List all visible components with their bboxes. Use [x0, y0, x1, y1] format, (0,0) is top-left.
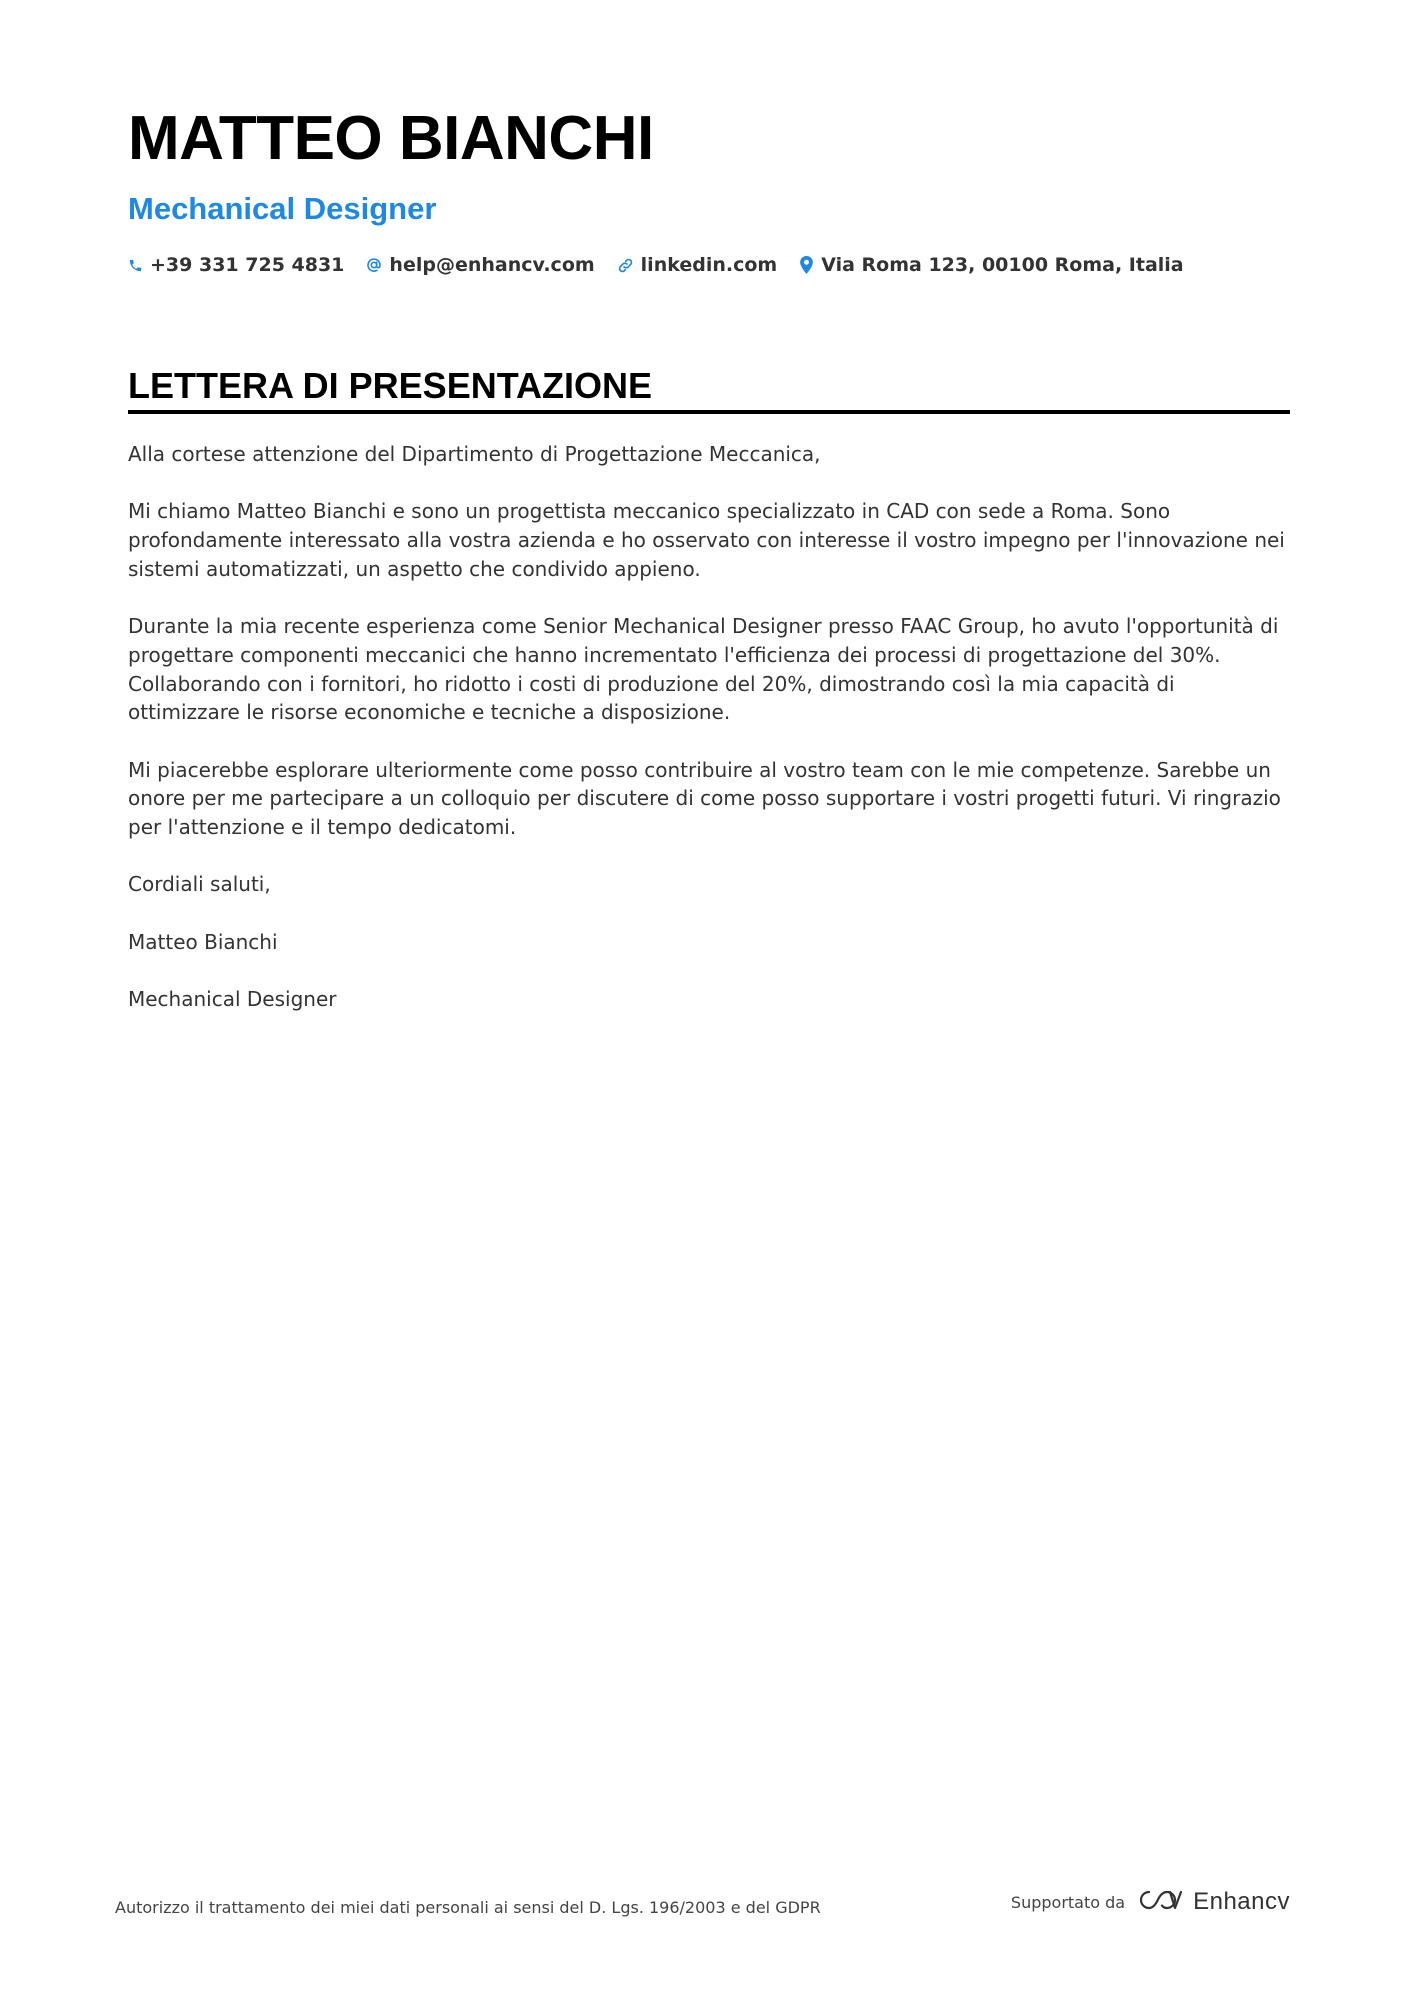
section-divider [128, 410, 1290, 414]
letter-body [128, 440, 1290, 1043]
contact-email-text[interactable]: help@enhancv.com [389, 254, 595, 276]
candidate-name: MATTEO BIANCHI [128, 104, 654, 173]
section-title: LETTERA DI PRESENTAZIONE [128, 365, 653, 406]
infinity-logo-icon [1137, 1888, 1183, 1916]
contact-phone [128, 254, 344, 276]
link-icon [617, 257, 634, 274]
letter-paragraph-intro: Mi chiamo Matteo Bianchi e sono un progettista meccanico specializzato in CAD con sede a Roma. Sono profondamente interessato alla vostra azienda e ho osservato con interesse il vostro impegno per l'innovazione nei sistemi automatizzati, un aspetto che condivido appieno. [128, 499, 1285, 581]
contact-email [366, 254, 594, 276]
letter-salutation: Alla cortese attenzione del Dipartimento di Progettazione Meccanica, [128, 442, 821, 466]
contact-address-text: Via Roma 123, 00100 Roma, Italia [821, 254, 1184, 276]
letter-signature-title: Mechanical Designer [128, 987, 337, 1012]
contact-bar [128, 254, 1184, 276]
letter-paragraph-experience: Durante la mia recente esperienza come Senior Mechanical Designer presso FAAC Group, ho avuto l'opportunità di progettare componenti meccanici che hanno incrementato l'efficienza dei processi di progettazione del 30%. Collaborando con i fornitori, ho ridotto i costi di produzione del 20%, dimostrando così la mia capacità di ottimizzare le risorse economiche e tecniche a disposizione. [128, 614, 1279, 725]
candidate-title: Mechanical Designer [128, 191, 437, 226]
letter-signature-name: Matteo Bianchi [128, 929, 278, 954]
contact-address [799, 254, 1183, 276]
location-pin-icon [799, 256, 814, 274]
contact-linkedin-text[interactable]: linkedin.com [640, 254, 778, 276]
enhancv-logo[interactable] [1137, 1888, 1290, 1916]
letter-signoff: Cordiali saluti, [128, 872, 271, 897]
privacy-consent: Autorizzo il trattamento dei miei dati personali ai sensi del D. Lgs. 196/2003 e del GDPR [115, 1898, 821, 1917]
phone-icon [128, 258, 143, 273]
contact-phone-text[interactable]: +39 331 725 4831 [150, 254, 345, 276]
contact-linkedin [617, 254, 778, 276]
letter-paragraph-closing: Mi piacerebbe esplorare ulteriormente come posso contribuire al vostro team con le mie competenze. Sarebbe un onore per me partecipare a un colloquio per discutere di come posso supportare i vostri progetti futuri. Vi ringrazio per l'attenzione e il tempo dedicatomi. [128, 757, 1281, 840]
powered-by-label: Supportato da [1010, 1892, 1126, 1912]
at-icon [366, 257, 382, 273]
powered-by [1011, 1888, 1290, 1916]
enhancv-brand-name: Enhancv [1193, 1888, 1290, 1915]
